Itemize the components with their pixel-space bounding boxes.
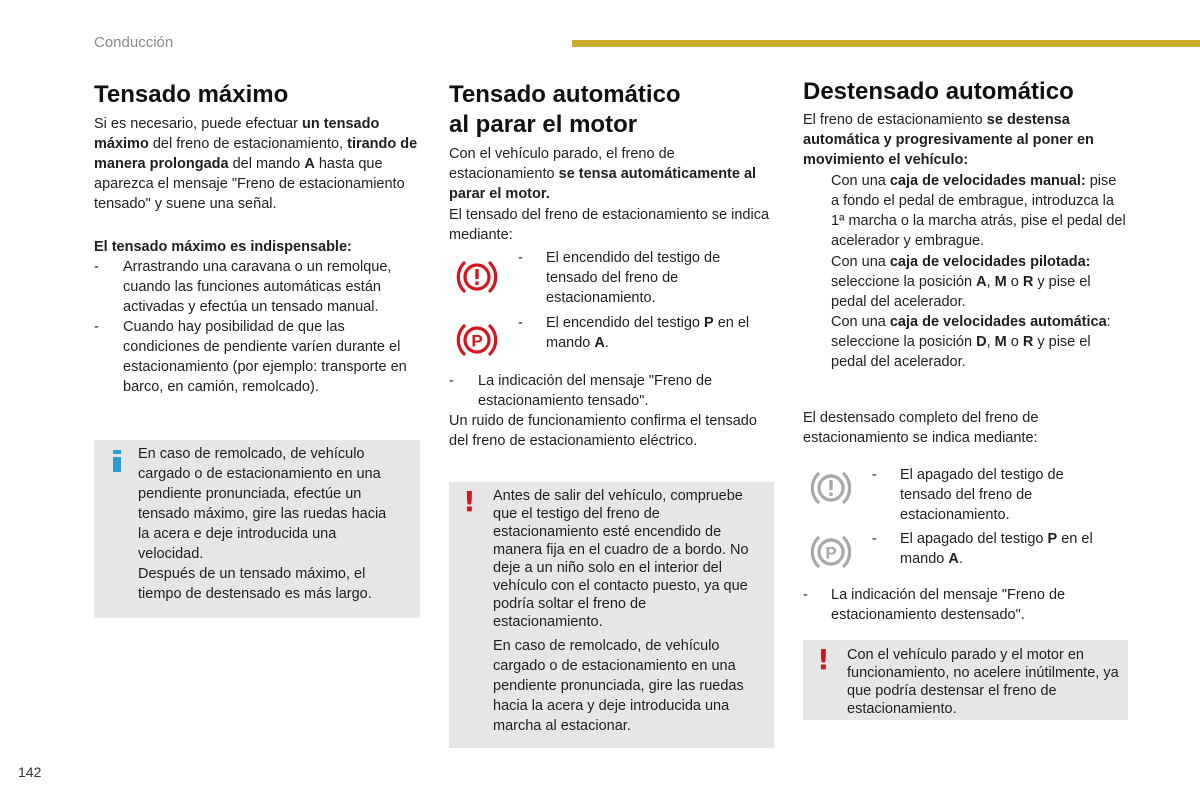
gearbox-automatic-item: Con una caja de velocidades automática: seleccione la posición D, M o R y pise el pedal del acelerador. xyxy=(831,314,1111,370)
lamp-description: El apagado del testigo P en el mando A. xyxy=(900,531,1093,567)
list-item: Arrastrando una caravana o un remolque, cuando las funciones automáticas están activadas y efectúa un tensado manual. xyxy=(123,259,392,315)
message-indication: La indicación del mensaje "Freno de estacionamiento destensado". xyxy=(831,587,1066,623)
lamp-description: El encendido del testigo P en el mando A. xyxy=(546,315,750,351)
list-dash: - xyxy=(872,531,877,547)
page-number: 142 xyxy=(18,764,42,780)
warning-paragraph: Antes de salir del vehículo, compruebe que el testigo del freno de estacionamiento esté encendido de manera fija en el cuadro de a bordo. No deje a un niño solo en el interior del vehículo con el contacto puesto, ya que podría soltar el freno de estacionamiento. xyxy=(493,488,749,630)
list-dash: - xyxy=(94,319,99,335)
list-dash: - xyxy=(94,259,99,275)
list-title: El tensado máximo es indispensable: xyxy=(94,239,352,255)
warning-box xyxy=(803,640,1128,720)
section-title: Destensado automático xyxy=(803,78,1074,105)
list-item: Cuando hay posibilidad de que las condiciones de pendiente varíen durante el estacionamiento (por ejemplo: transporte en barco, en camión, remolcado). xyxy=(123,319,407,395)
lamp-description: El apagado del testigo de tensado del freno de estacionamiento. xyxy=(900,467,1064,523)
section-label: Conducción xyxy=(94,34,174,51)
warning-paragraph: En caso de remolcado, de vehículo cargado o de estacionamiento en una pendiente pronunciada, gire las ruedas hacia la acera y deje introducida una marcha al estacionar. xyxy=(493,638,744,734)
list-dash: - xyxy=(518,315,523,331)
accent-bar xyxy=(572,40,1200,47)
list-dash: - xyxy=(803,587,808,603)
p-letter: P xyxy=(471,331,483,351)
info-paragraph: Después de un tensado máximo, el tiempo de destensado es más largo. xyxy=(138,566,372,602)
warning-paragraph: Con el vehículo parado y el motor en funcionamiento, no acelere inútilmente, ya que podría destensar el freno de estacionamiento. xyxy=(847,647,1119,717)
section-title-line: Tensado automático xyxy=(449,81,681,108)
info-box xyxy=(94,440,420,618)
section-title-line: al parar el motor xyxy=(449,111,638,138)
p-letter: P xyxy=(825,543,837,563)
warning-box xyxy=(449,482,774,748)
message-indication: La indicación del mensaje "Freno de estacionamiento tensado". xyxy=(478,373,713,409)
section-title: Tensado máximo xyxy=(94,81,289,108)
parking-brake-lamp-off-icon xyxy=(809,532,853,572)
confirmation-paragraph: Un ruido de funcionamiento confirma el tensado del freno de estacionamiento eléctrico. xyxy=(449,413,757,449)
indication-paragraph: El tensado del freno de estacionamiento se indica mediante: xyxy=(449,207,770,243)
list-dash: - xyxy=(872,467,877,483)
warning-icon: ! xyxy=(817,643,830,676)
brake-warning-lamp-off-icon xyxy=(809,468,853,508)
list-dash: - xyxy=(518,250,523,266)
info-paragraph: En caso de remolcado, de vehículo cargado o de estacionamiento en una pendiente pronunciada, efectúe un tensado máximo, gire las ruedas hacia la acera e deje introducida una velocidad. xyxy=(138,446,387,562)
release-indication-paragraph: El destensado completo del freno de estacionamiento se indica mediante: xyxy=(803,410,1039,446)
intro-paragraph: El freno de estacionamiento se destensa automática y progresivamente al poner en movimiento el vehículo: xyxy=(803,112,1094,168)
gearbox-piloted-item: Con una caja de velocidades pilotada: seleccione la posición A, M o R y pise el pedal del acelerador. xyxy=(831,254,1091,310)
gearbox-manual-item: Con una caja de velocidades manual: pise a fondo el pedal de embrague, introduzca la 1ª marcha o la marcha atrás, pise el pedal del acelerador y embrague. xyxy=(831,173,1126,249)
warning-icon: ! xyxy=(463,485,476,518)
lamp-description: El encendido del testigo de tensado del freno de estacionamiento. xyxy=(546,250,721,306)
brake-warning-lamp-on-icon xyxy=(455,257,499,297)
intro-paragraph: Con el vehículo parado, el freno de estacionamiento se tensa automáticamente al parar el motor. xyxy=(449,146,757,202)
info-icon xyxy=(112,450,122,472)
intro-paragraph: Si es necesario, puede efectuar un tensado máximo del freno de estacionamiento, tirando de manera prolongada del mando A hasta que aparezca el mensaje "Freno de estacionamiento tensado" y suene una señal. xyxy=(94,116,418,212)
parking-brake-lamp-on-icon xyxy=(455,320,499,360)
list-dash: - xyxy=(449,373,454,389)
